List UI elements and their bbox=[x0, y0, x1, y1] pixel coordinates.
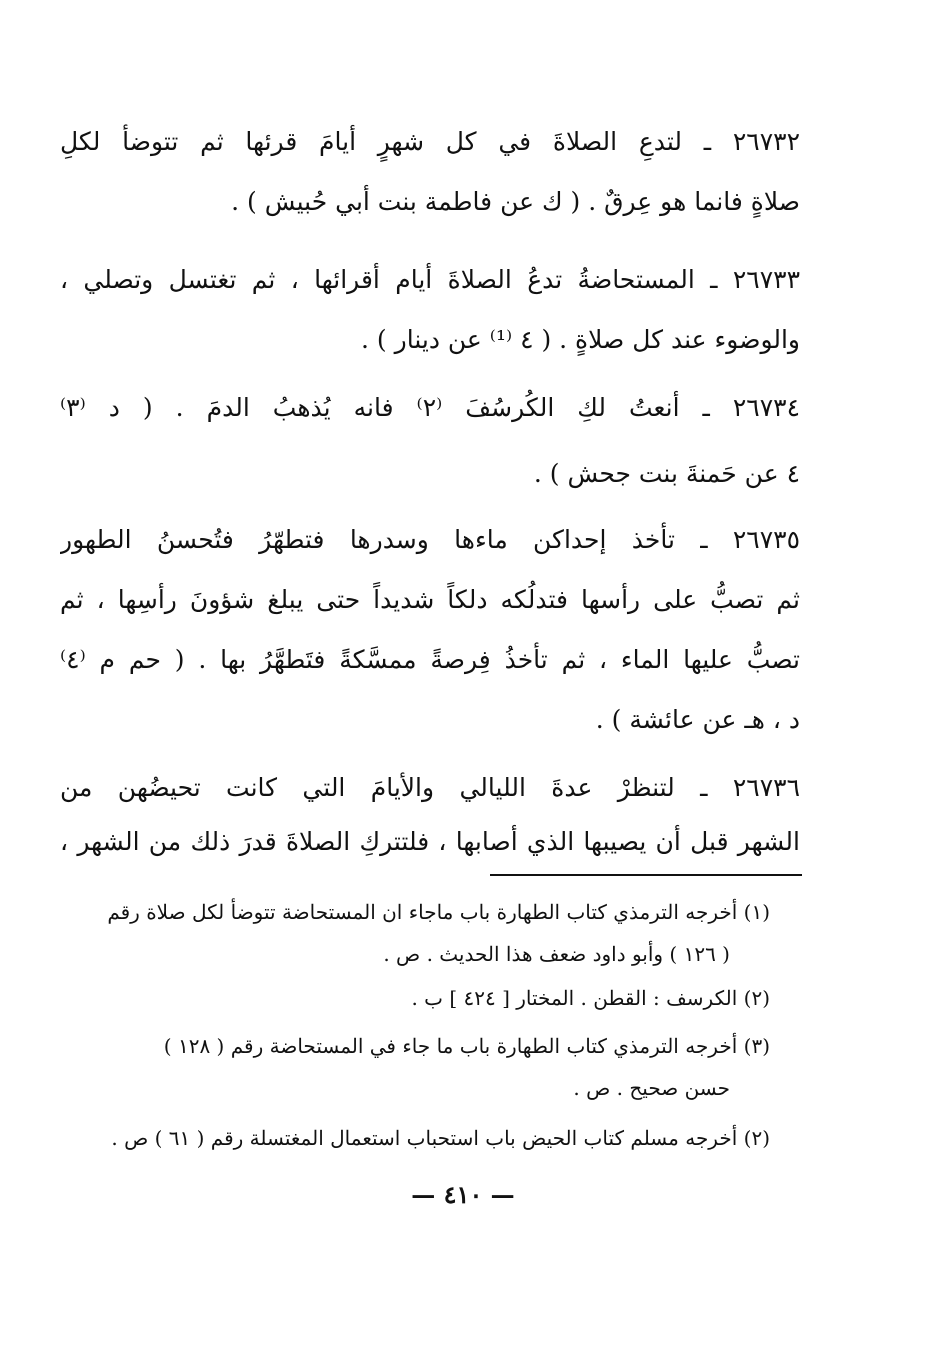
hadith-26734-line-2: ٤ عن حَمنةَ بنت جحش ) . bbox=[533, 459, 800, 488]
hadith-26736-line-1: ٢٦٧٣٦ ـ لتنظرْ عدةَ الليالي والأيامَ التي كانت تحيضُهن من bbox=[60, 773, 800, 802]
hadith-26735-line-3: تصبُّ عليها الماء ، ثم تأخذُ فِرصةً ممسَّكةً فتَطهَّرُ بها . ( حم م ⁽٤⁾ bbox=[60, 645, 800, 674]
footnote-2: (٢) الكرسف : القطن . المختار [ ٤٢٤ ] ب . bbox=[411, 986, 770, 1010]
footnote-1-line-2: ( ١٢٦ ) وأبو داود ضعف هذا الحديث . ص . bbox=[383, 942, 730, 966]
hadith-26733-line-1: ٢٦٧٣٣ ـ المستحاضةُ تدعُ الصلاةَ أيام أقرائها ، ثم تغتسل وتصلي ، bbox=[60, 265, 800, 294]
footnote-3-line-2: حسن صحيح . ص . bbox=[573, 1076, 730, 1100]
footnote-1-line-1: (١) أخرجه الترمذي كتاب الطهارة باب ماجاء ان المستحاضة تتوضأ لكل صلاة رقم bbox=[107, 900, 770, 924]
hadith-26732-line-1: ٢٦٧٣٢ ـ لتدعِ الصلاةَ في كل شهرٍ أيامَ قرئها ثم تتوضأ لكلِ bbox=[60, 127, 800, 156]
hadith-26732-line-2: صلاةٍ فانما هو عِرقٌ . ( ك عن فاطمة بنت أبي حُبيش ) . bbox=[231, 187, 800, 216]
hadith-26733-line-2: والوضوء عند كل صلاةٍ . ( ٤ ⁽¹⁾ عن دينار ) . bbox=[361, 325, 800, 354]
hadith-26735-line-2: ثم تصبُّ على رأسها فتدلُكه دلكاً شديداً حتى يبلغ شؤونَ رأسِها ، ثم bbox=[60, 585, 800, 614]
footnote-3-line-1: (٣) أخرجه الترمذي كتاب الطهارة باب ما جاء في المستحاضة رقم ( ١٢٨ ) bbox=[163, 1034, 770, 1058]
footnote-separator bbox=[490, 874, 802, 876]
hadith-26735-line-1: ٢٦٧٣٥ ـ تأخذ إحداكن ماءها وسدرها فتطهّرُ فتُحسنُ الطهور bbox=[60, 525, 800, 554]
hadith-26736-line-2: الشهر قبل أن يصيبها الذي أصابها ، فلتتركِ الصلاةَ قدرَ ذلك من الشهر ، bbox=[60, 827, 800, 856]
hadith-26734-line-1: ٢٦٧٣٤ ـ أنعتُ لكِ الكُرسُفَ ⁽٢⁾ فانه يُذهبُ الدمَ . ( د ⁽٣⁾ bbox=[60, 393, 800, 422]
hadith-26735-line-4: د ، هـ عن عائشة ) . bbox=[595, 705, 800, 734]
footnote-4: (٢) أخرجه مسلم كتاب الحيض باب استحباب استعمال المغتسلة رقم ( ٦١ ) ص . bbox=[111, 1126, 770, 1150]
page-number: — ٤١٠ — bbox=[411, 1180, 515, 1209]
